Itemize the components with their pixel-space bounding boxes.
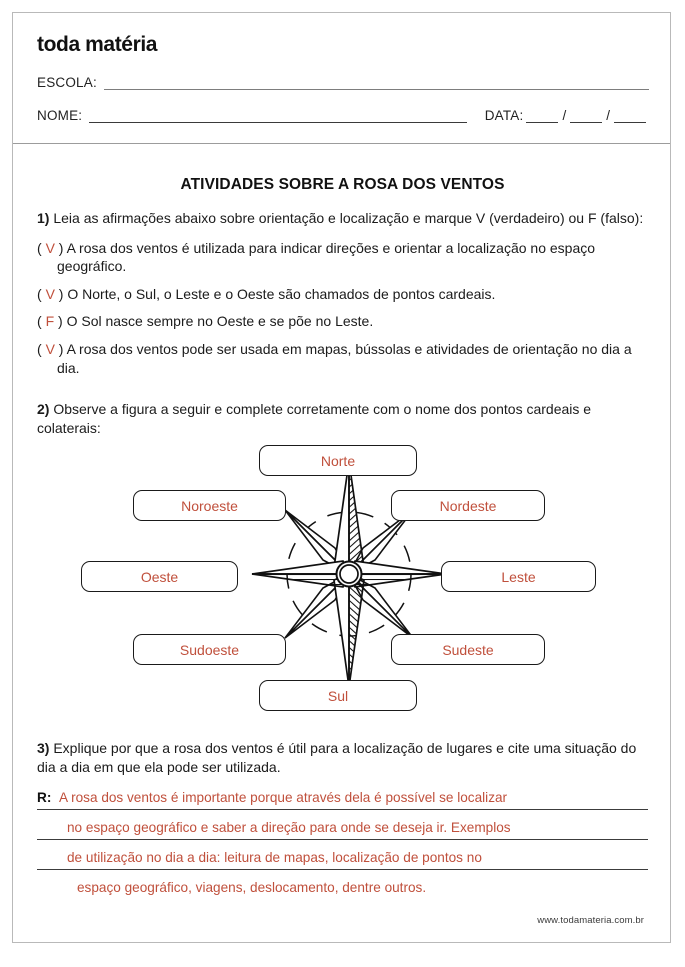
page-title: ATIVIDADES SOBRE A ROSA DOS VENTOS: [180, 176, 505, 193]
worksheet-page: [12, 12, 671, 943]
answer-prefix-label: R:: [37, 789, 52, 805]
question-3-prompt: [37, 739, 648, 776]
escola-field-row: [37, 75, 649, 90]
worksheet-header: [13, 13, 670, 135]
compass-rose-diagram: [37, 445, 648, 723]
question-1-number: 1): [37, 210, 50, 226]
label-box-noroeste[interactable]: Noroeste: [133, 490, 286, 521]
label-box-nordeste[interactable]: Nordeste: [391, 490, 545, 521]
escola-input[interactable]: [104, 76, 649, 90]
date-separator-1: /: [562, 108, 567, 123]
tf-statement-text: O Norte, o Sul, o Leste e o Oeste são chamados de pontos cardeais.: [67, 285, 496, 302]
label-box-sul[interactable]: Sul: [259, 680, 417, 711]
footer-url: www.todamateria.com.br: [537, 915, 644, 926]
data-label: DATA:: [484, 108, 524, 123]
tf-answer-mark[interactable]: ( F ): [37, 313, 63, 330]
answer-line-text: de utilização no dia a dia: leitura de mapas, localização de pontos no: [67, 849, 482, 865]
nome-label: NOME:: [37, 108, 83, 123]
header-divider: [13, 143, 670, 144]
date-year-input[interactable]: [614, 109, 646, 123]
answer-line[interactable]: [37, 810, 648, 840]
answer-line-text: A rosa dos ventos é importante porque através dela é possível se localizar: [59, 789, 508, 805]
tf-statement-text: A rosa dos ventos é utilizada para indicar direções e orientar a localização no espaço geográfico.: [57, 239, 596, 275]
date-day-input[interactable]: [526, 109, 558, 123]
tf-statement: [37, 285, 648, 304]
answer-line[interactable]: [37, 780, 648, 810]
tf-statement: [37, 312, 648, 331]
label-box-oeste[interactable]: Oeste: [81, 561, 238, 592]
answer-line[interactable]: [37, 840, 648, 870]
answer-line-text: no espaço geográfico e saber a direção para onde se deseja ir. Exemplos: [67, 819, 511, 835]
answer-line-text: espaço geográfico, viagens, deslocamento, dentre outros.: [77, 879, 427, 895]
brand-logo: toda matéria: [37, 33, 158, 56]
nome-field-row: [37, 108, 649, 123]
tf-answer-mark[interactable]: ( V ): [37, 341, 64, 358]
question-1-prompt: [37, 209, 648, 228]
answer-line[interactable]: [37, 870, 648, 899]
question-2-number: 2): [37, 401, 50, 418]
question-3-text: Explique por que a rosa dos ventos é útil para a localização de lugares e cite uma situação do dia a dia em que ela pode ser utilizada.: [37, 740, 637, 776]
label-box-leste[interactable]: Leste: [441, 561, 596, 592]
data-field-group: [485, 108, 649, 123]
label-box-sudeste[interactable]: Sudeste: [391, 634, 545, 665]
tf-statement: [37, 340, 648, 377]
question-2-prompt: [37, 400, 648, 437]
tf-answer-mark[interactable]: ( V ): [37, 239, 64, 256]
tf-statement-text: A rosa dos ventos pode ser usada em mapas, bússolas e atividades de orientação no dia a dia.: [57, 341, 632, 376]
tf-statement: [37, 239, 648, 276]
question-1-statements: [37, 239, 648, 378]
nome-input[interactable]: [89, 109, 466, 123]
question-1-text: Leia as afirmações abaixo sobre orientação e localização e marque V (verdadeiro) ou F (falso):: [53, 210, 644, 226]
worksheet-content: [13, 145, 670, 899]
tf-statement-text: O Sol nasce sempre no Oeste e se põe no Leste.: [66, 313, 374, 330]
label-box-norte[interactable]: Norte: [259, 445, 417, 476]
question-3-answer[interactable]: [37, 780, 648, 899]
label-box-sudoeste[interactable]: Sudoeste: [133, 634, 286, 665]
date-month-input[interactable]: [570, 109, 602, 123]
escola-label: ESCOLA:: [37, 75, 97, 90]
tf-answer-mark[interactable]: ( V ): [37, 285, 64, 302]
question-2-text: Observe a figura a seguir e complete corretamente com o nome dos pontos cardeais e colaterais:: [37, 401, 592, 436]
date-separator-2: /: [606, 108, 610, 123]
question-3-number: 3): [37, 740, 50, 757]
